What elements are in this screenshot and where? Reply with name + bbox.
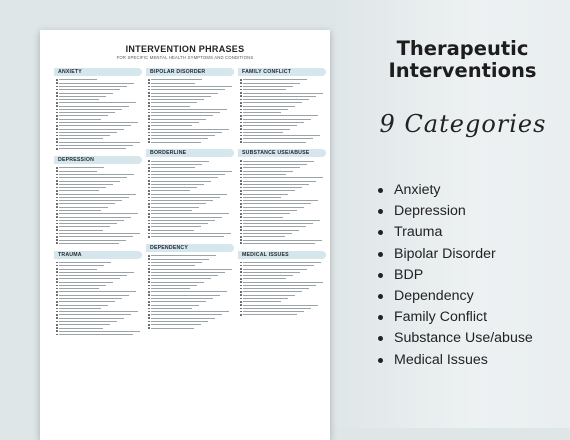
worksheet-text-line (148, 298, 234, 300)
worksheet-text-line (240, 216, 326, 218)
worksheet-text-line (148, 233, 234, 235)
worksheet-text-line (148, 109, 234, 111)
worksheet-text-line (240, 190, 326, 192)
worksheet-text-line (56, 132, 142, 134)
worksheet-text-line (148, 291, 234, 293)
worksheet-text-line (148, 220, 234, 222)
worksheet-text-line (240, 291, 326, 293)
worksheet-text-line (56, 89, 142, 91)
worksheet-text-line (148, 271, 234, 273)
worksheet-text-line (148, 226, 234, 228)
worksheet-text-line (240, 99, 326, 101)
worksheet-text-line (56, 262, 142, 264)
worksheet-text-line (148, 141, 234, 143)
worksheet-preview (40, 30, 330, 440)
worksheet-section-heading: ANXIETY (54, 68, 142, 76)
worksheet-text-line (240, 89, 326, 91)
worksheet-text-line (56, 311, 142, 313)
worksheet-text-line (56, 278, 142, 280)
worksheet-text-line (148, 317, 234, 319)
worksheet-text-line (148, 327, 234, 329)
worksheet-text-line (56, 183, 142, 185)
worksheet-text-line (56, 79, 142, 81)
worksheet-text-line (240, 298, 326, 300)
worksheet-text-line (240, 95, 326, 97)
worksheet-text-line (240, 294, 326, 296)
worksheet-text-line (240, 220, 326, 222)
worksheet-text-line (148, 197, 234, 199)
worksheet-text-line (240, 180, 326, 182)
worksheet-text-line (56, 115, 142, 117)
worksheet-text-line (240, 223, 326, 225)
worksheet-text-line (240, 278, 326, 280)
worksheet-text-line (56, 291, 142, 293)
worksheet-text-line (56, 301, 142, 303)
worksheet-text-line (240, 86, 326, 88)
worksheet-text-line (240, 187, 326, 189)
worksheet-text-line (56, 294, 142, 296)
worksheet-text-line (56, 102, 142, 104)
category-item (378, 222, 533, 243)
worksheet-text-line (240, 82, 326, 84)
worksheet-text-line (56, 109, 142, 111)
worksheet-text-line (240, 102, 326, 104)
worksheet-text-line (56, 145, 142, 147)
worksheet-text-line (56, 288, 142, 290)
worksheet-section (238, 149, 326, 244)
bullet-icon (378, 252, 383, 257)
worksheet-text-line (240, 125, 326, 127)
worksheet-text-line (56, 233, 142, 235)
worksheet-text-line (56, 177, 142, 179)
worksheet-text-line (148, 102, 234, 104)
worksheet-text-line (240, 197, 326, 199)
worksheet-section (54, 251, 142, 336)
worksheet-text-line (56, 203, 142, 205)
worksheet-text-line (240, 203, 326, 205)
worksheet-text-line (56, 174, 142, 176)
promo-title-line-1: Therapeutic (396, 37, 529, 60)
worksheet-text-line (240, 239, 326, 241)
worksheet-text-line (148, 115, 234, 117)
worksheet-text-line (240, 311, 326, 313)
bullet-icon (378, 273, 383, 278)
worksheet-text-line (148, 105, 234, 107)
worksheet-text-line (148, 203, 234, 205)
worksheet-text-line (148, 229, 234, 231)
worksheet-section (146, 244, 234, 329)
worksheet-text-line (148, 308, 234, 310)
worksheet-text-line (56, 298, 142, 300)
worksheet-text-line (240, 285, 326, 287)
worksheet-section (54, 156, 142, 245)
worksheet-text-line (240, 275, 326, 277)
worksheet-text-line (148, 122, 234, 124)
worksheet-text-line (240, 177, 326, 179)
worksheet-text-line (240, 164, 326, 166)
worksheet-text-line (56, 334, 142, 336)
promo-title-line-2: Interventions (388, 59, 537, 82)
bullet-icon (378, 336, 383, 341)
worksheet-text-line (56, 285, 142, 287)
bullet-icon (378, 358, 383, 363)
category-item (378, 286, 533, 307)
worksheet-text-line (148, 79, 234, 81)
worksheet-section-heading: FAMILY CONFLICT (238, 68, 326, 76)
worksheet-text-line (56, 167, 142, 169)
category-item (378, 328, 533, 349)
worksheet-text-line (240, 281, 326, 283)
worksheet-text-line (148, 294, 234, 296)
worksheet-text-line (148, 82, 234, 84)
worksheet-text-line (148, 92, 234, 94)
worksheet-text-line (56, 220, 142, 222)
worksheet-text-line (148, 268, 234, 270)
worksheet-section-heading: DEPRESSION (54, 156, 142, 164)
worksheet-text-line (148, 132, 234, 134)
worksheet-text-line (240, 79, 326, 81)
worksheet-text-line (240, 233, 326, 235)
category-item (378, 265, 533, 286)
worksheet-section-heading: BIPOLAR DISORDER (146, 68, 234, 76)
worksheet-text-line (56, 141, 142, 143)
worksheet-text-line (148, 86, 234, 88)
worksheet-text-line (56, 330, 142, 332)
worksheet-text-line (148, 275, 234, 277)
worksheet-text-line (56, 242, 142, 244)
worksheet-section-heading: BORDERLINE (146, 149, 234, 157)
promo-title (355, 38, 570, 82)
worksheet-text-line (148, 164, 234, 166)
worksheet-text-line (240, 112, 326, 114)
worksheet-text-line (240, 132, 326, 134)
worksheet-text-line (148, 311, 234, 313)
worksheet-text-line (240, 229, 326, 231)
worksheet-section (146, 149, 234, 238)
worksheet-text-line (240, 236, 326, 238)
worksheet-text-line (240, 141, 326, 143)
category-item (378, 350, 533, 371)
worksheet-text-line (148, 321, 234, 323)
worksheet-text-line (240, 92, 326, 94)
worksheet-text-line (56, 99, 142, 101)
worksheet-text-line (56, 112, 142, 114)
worksheet-text-line (240, 160, 326, 162)
worksheet-title: INTERVENTION PHRASES (125, 44, 245, 54)
category-label: Anxiety (394, 182, 441, 198)
worksheet-text-line (56, 193, 142, 195)
category-label: Trauma (394, 224, 443, 241)
worksheet-text-line (240, 226, 326, 228)
worksheet-text-line (148, 213, 234, 215)
worksheet-text-line (56, 213, 142, 215)
worksheet-text-line (240, 128, 326, 130)
worksheet-text-line (56, 275, 142, 277)
worksheet-text-line (148, 187, 234, 189)
worksheet-text-line (148, 112, 234, 114)
worksheet-text-line (148, 285, 234, 287)
worksheet-section-heading: DEPENDENCY (146, 244, 234, 252)
worksheet-text-line (56, 321, 142, 323)
category-label: Medical Issues (394, 351, 488, 368)
worksheet-text-line (148, 206, 234, 208)
worksheet-text-line (56, 314, 142, 316)
worksheet-text-line (148, 95, 234, 97)
worksheet-text-line (240, 193, 326, 195)
worksheet-text-line (148, 324, 234, 326)
worksheet-text-line (240, 262, 326, 264)
worksheet-text-line (148, 314, 234, 316)
worksheet-text-line (148, 281, 234, 283)
worksheet-text-line (148, 301, 234, 303)
worksheet-text-line (148, 288, 234, 290)
worksheet-text-line (148, 170, 234, 172)
worksheet-text-line (148, 258, 234, 260)
worksheet-text-line (148, 193, 234, 195)
worksheet-text-line (56, 271, 142, 273)
worksheet-column-1 (54, 68, 142, 342)
worksheet-text-line (240, 105, 326, 107)
worksheet-text-line (56, 317, 142, 319)
worksheet-text-line (56, 92, 142, 94)
worksheet-text-line (148, 135, 234, 137)
worksheet-text-line (240, 135, 326, 137)
worksheet-section-heading: TRAUMA (54, 251, 142, 259)
worksheet-text-line (56, 236, 142, 238)
bullet-icon (378, 209, 383, 214)
worksheet-text-line (148, 118, 234, 120)
worksheet-text-line (148, 304, 234, 306)
worksheet-text-line (56, 216, 142, 218)
worksheet-text-line (56, 95, 142, 97)
category-label: Bipolar Disorder (394, 245, 496, 262)
worksheet-text-line (148, 128, 234, 130)
worksheet-text-line (240, 109, 326, 111)
worksheet-text-line (148, 174, 234, 176)
worksheet-text-line (56, 206, 142, 208)
worksheet-text-line (56, 180, 142, 182)
worksheet-text-line (148, 89, 234, 91)
category-item (378, 307, 533, 328)
worksheet-text-line (240, 170, 326, 172)
worksheet-text-line (148, 177, 234, 179)
bullet-icon (378, 230, 383, 235)
worksheet-text-line (56, 190, 142, 192)
category-item (378, 244, 533, 265)
worksheet-text-line (56, 138, 142, 140)
worksheet-text-line (240, 115, 326, 117)
worksheet-text-line (56, 170, 142, 172)
category-label: Dependency (394, 288, 474, 305)
worksheet-section-heading: SUBSTANCE USE/ABUSE (238, 149, 326, 157)
worksheet-text-line (148, 183, 234, 185)
worksheet-text-line (240, 288, 326, 290)
worksheet-text-line (56, 226, 142, 228)
category-list (378, 180, 533, 371)
worksheet-column-2 (146, 68, 234, 335)
bullet-icon (378, 188, 383, 193)
worksheet-text-line (56, 308, 142, 310)
worksheet-section (146, 68, 234, 143)
worksheet-text-line (148, 265, 234, 267)
worksheet-text-line (56, 187, 142, 189)
worksheet-text-line (240, 206, 326, 208)
worksheet-text-line (56, 118, 142, 120)
worksheet-text-line (56, 268, 142, 270)
worksheet-text-line (56, 200, 142, 202)
worksheet-text-line (56, 281, 142, 283)
category-item (378, 201, 533, 222)
worksheet-text-line (56, 223, 142, 225)
worksheet-text-line (240, 118, 326, 120)
worksheet-text-line (56, 125, 142, 127)
worksheet-text-line (56, 327, 142, 329)
category-item (378, 180, 533, 201)
worksheet-text-line (240, 268, 326, 270)
worksheet-text-line (56, 304, 142, 306)
worksheet-text-line (240, 174, 326, 176)
worksheet-text-line (56, 128, 142, 130)
worksheet-text-line (56, 86, 142, 88)
worksheet-text-line (56, 239, 142, 241)
worksheet-text-line (56, 265, 142, 267)
bullet-icon (378, 315, 383, 320)
worksheet-text-line (56, 210, 142, 212)
worksheet-column-3 (238, 68, 326, 322)
worksheet-text-line (148, 262, 234, 264)
worksheet-text-line (148, 236, 234, 238)
worksheet-text-line (148, 255, 234, 257)
worksheet-text-line (148, 210, 234, 212)
worksheet-text-line (148, 216, 234, 218)
worksheet-text-line (240, 308, 326, 310)
worksheet-text-line (148, 138, 234, 140)
category-label: Substance Use/abuse (394, 330, 533, 347)
worksheet-text-line (240, 200, 326, 202)
worksheet-text-line (148, 167, 234, 169)
worksheet-text-line (240, 138, 326, 140)
worksheet-text-line (56, 82, 142, 84)
worksheet-text-line (56, 105, 142, 107)
worksheet-text-line (148, 278, 234, 280)
worksheet-text-line (56, 324, 142, 326)
worksheet-text-line (240, 183, 326, 185)
worksheet-text-line (240, 213, 326, 215)
worksheet-text-line (148, 200, 234, 202)
worksheet-text-line (148, 190, 234, 192)
worksheet-section (238, 251, 326, 317)
worksheet-section (238, 68, 326, 143)
worksheet-text-line (148, 180, 234, 182)
bullet-icon (378, 294, 383, 299)
worksheet-text-line (148, 160, 234, 162)
worksheet-text-line (240, 167, 326, 169)
category-label: Family Conflict (394, 309, 488, 326)
worksheet-subtitle: FOR SPECIFIC MENTAL HEALTH SYMPTOMS AND CONDITIONS (116, 55, 254, 60)
worksheet-text-line (240, 122, 326, 124)
worksheet-text-line (148, 223, 234, 225)
worksheet-text-line (240, 301, 326, 303)
worksheet-section (54, 68, 142, 150)
worksheet-text-line (56, 135, 142, 137)
worksheet-text-line (240, 242, 326, 244)
worksheet-text-line (240, 265, 326, 267)
worksheet-text-line (240, 210, 326, 212)
worksheet-text-line (240, 304, 326, 306)
worksheet-text-line (56, 197, 142, 199)
worksheet-text-line (148, 125, 234, 127)
worksheet-text-line (56, 122, 142, 124)
worksheet-text-line (240, 271, 326, 273)
worksheet-text-line (240, 314, 326, 316)
category-label: Depression (394, 203, 466, 220)
category-label: BDP (394, 266, 424, 283)
worksheet-text-line (148, 99, 234, 101)
worksheet-text-line (56, 148, 142, 150)
worksheet-section-heading: MEDICAL ISSUES (238, 251, 326, 259)
categories-label: 9 Categories (379, 110, 547, 138)
worksheet-text-line (56, 229, 142, 231)
